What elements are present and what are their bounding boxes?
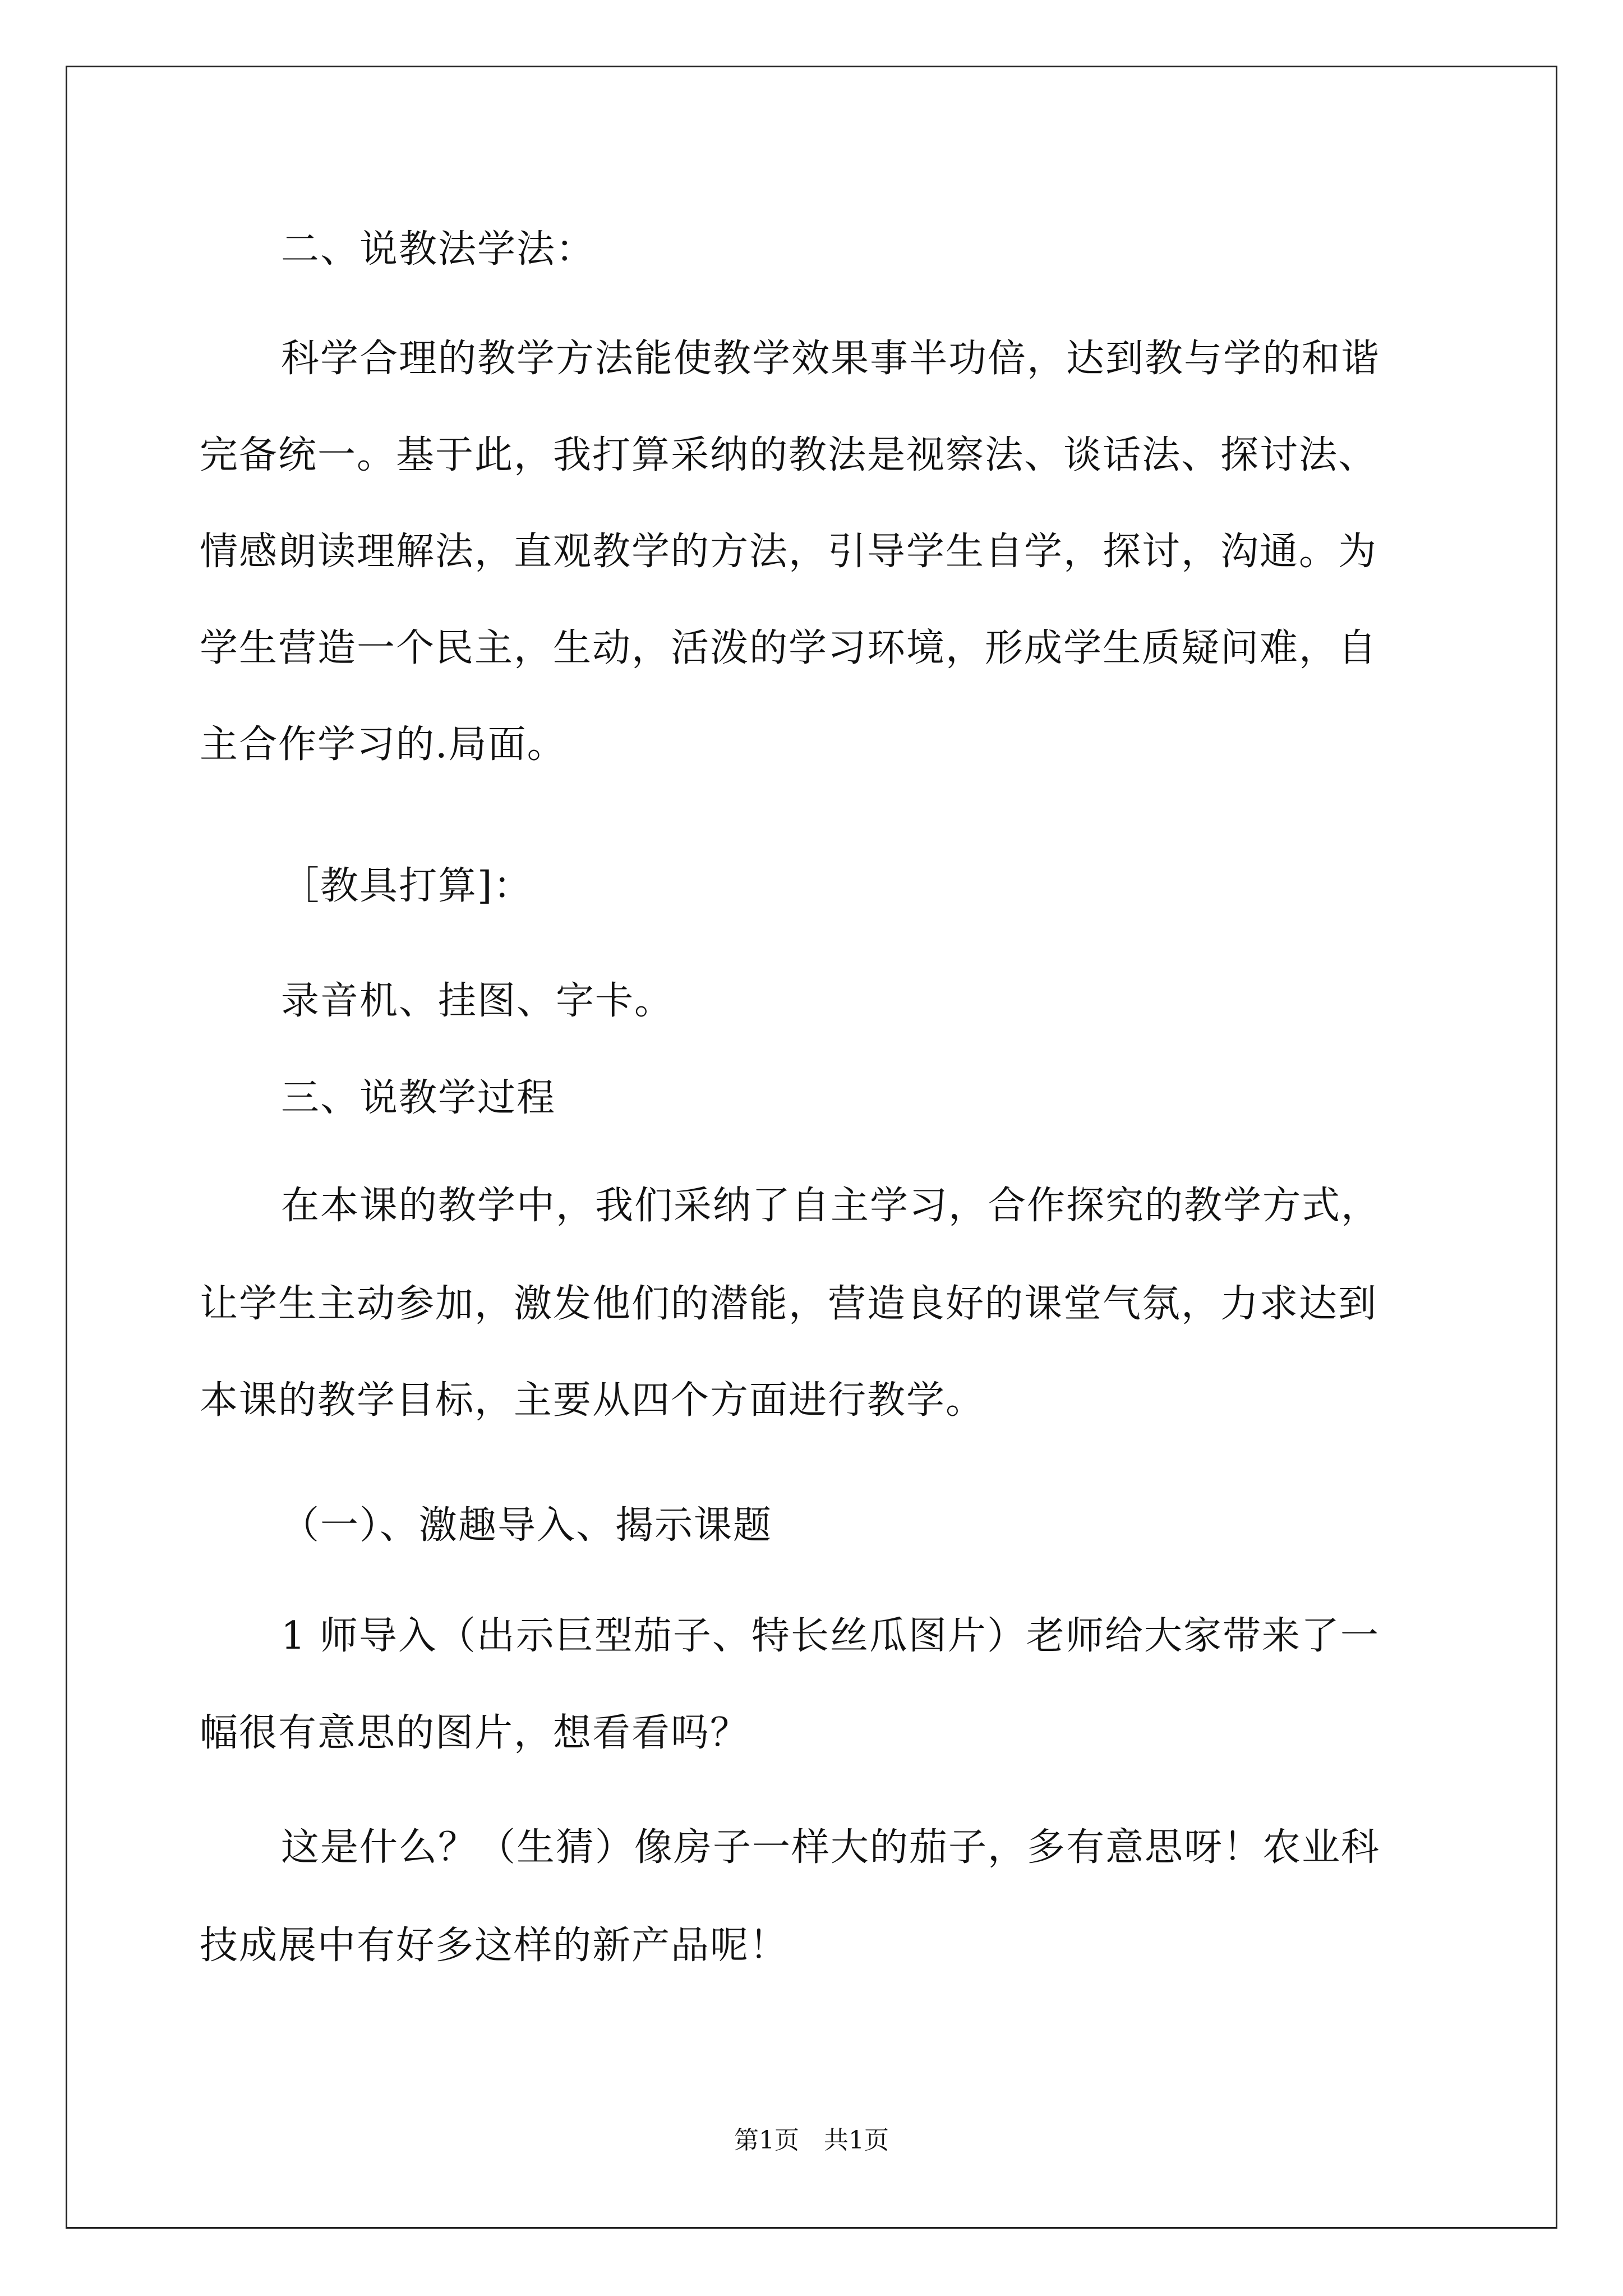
- section-heading-teaching-aids: ［教具打算]：: [281, 864, 533, 908]
- page-number-footer: 第1页 共1页: [734, 2126, 889, 2155]
- paragraph-line: 1 师导入（出示巨型茄子、特长丝瓜图片）老师给大家带来了一: [281, 1614, 1380, 1658]
- paragraph-line: 本课的教学目标，主要从四个方面进行教学。: [200, 1378, 985, 1423]
- paragraph-line: 完备统一。基于此，我打算采纳的教法是视察法、谈话法、探讨法、: [200, 433, 1378, 477]
- paragraph-line: 录音机、挂图、字卡。: [281, 979, 674, 1023]
- paragraph-line: 技成展中有好多这样的新产品呢！: [200, 1924, 789, 1968]
- section-heading-teaching-process: 三、说教学过程: [281, 1076, 556, 1120]
- paragraph-line: 让学生主动参加，激发他们的潜能，营造良好的课堂气氛，力求达到: [200, 1282, 1378, 1326]
- paragraph-line: 科学合理的教学方法能使教学效果事半功倍，达到教与学的和谐: [281, 337, 1381, 381]
- section-heading-teaching-methods: 二、说教法学法：: [281, 227, 596, 272]
- paragraph-line: 情感朗读理解法，直观教学的方法，引导学生自学，探讨，沟通。为: [200, 530, 1378, 574]
- paragraph-line: 这是什么？（生猜）像房子一样大的茄子，多有意思呀！农业科: [281, 1825, 1381, 1870]
- paragraph-line: 学生营造一个民主，生动，活泼的学习环境，形成学生质疑问难，自: [200, 626, 1378, 670]
- paragraph-line: 主合作学习的.局面。: [200, 723, 566, 767]
- subsection-heading: （一）、激趣导入、揭示课题: [281, 1503, 773, 1548]
- paragraph-line: 幅很有意思的图片，想看看吗？: [200, 1711, 750, 1755]
- paragraph-line: 在本课的教学中，我们采纳了自主学习，合作探究的教学方式，: [281, 1184, 1381, 1228]
- page-border: [66, 66, 1557, 2229]
